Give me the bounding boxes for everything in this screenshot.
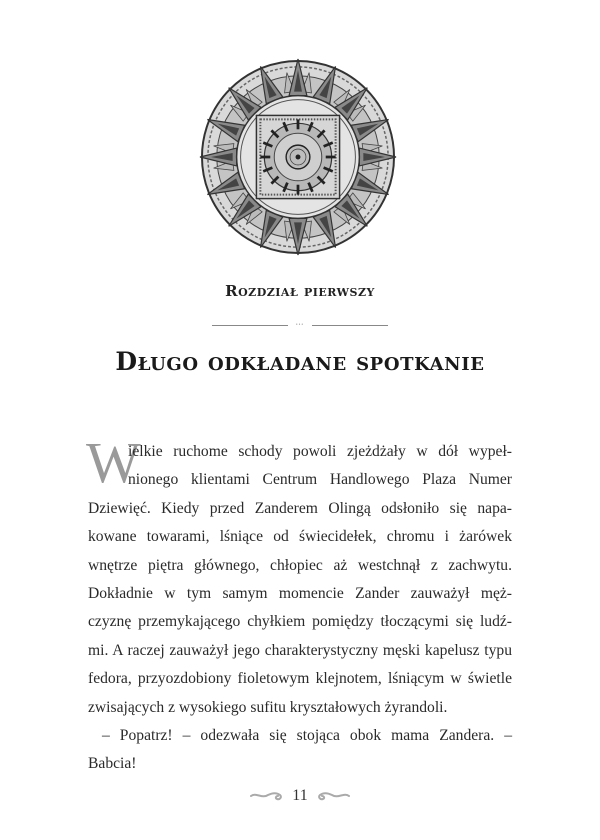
chapter-title: Długo odkładane spotkanie: [115, 347, 485, 376]
divider-dots-icon: •••: [295, 323, 305, 328]
page-folio: [0, 787, 600, 807]
divider-line-right: [312, 325, 388, 326]
text-line: Dziewięć. Kiedy przed Zanderem Olingą odsłoniło się napa-: [88, 499, 512, 517]
page-number: 11: [292, 787, 308, 805]
drop-cap: W: [86, 430, 141, 495]
text-line: nionego klientami Centrum Handlowego Plaza Numer: [128, 471, 512, 489]
text-line: zwisających z wysokiego sufitu kryształowych żyrandoli.: [88, 698, 448, 716]
text-line: – Popatrz! – odezwała się stojąca obok mama Zandera. –: [102, 727, 512, 745]
mandala-ornament-icon: [199, 58, 397, 256]
text-line: czyznę przemykającego chyłkiem pomiędzy tłoczącymi się ludź-: [88, 613, 512, 631]
text-line: fedora, przyozdobiony fioletowym klejnotem, lśniącym w świetle: [88, 670, 512, 688]
text-line: ielkie ruchome schody powoli zjeżdżały w dół wypeł-: [128, 443, 512, 460]
body-text: [88, 438, 512, 779]
chapter-label: Rozdział pierwszy: [225, 282, 375, 300]
flourish-right-icon: [316, 790, 350, 802]
text-line: Babcia!: [88, 755, 137, 773]
text-line: mi. A raczej zauważył jego charakterystyczny męski kapelusz typu: [88, 641, 512, 659]
text-line: Dokładnie w tym samym momencie Zander zauważył męż-: [88, 585, 512, 603]
ornamental-divider: [212, 323, 388, 329]
text-line: kowane towarami, lśniące od świecidełek, chromu i żarówek: [88, 528, 512, 546]
divider-line-left: [212, 325, 288, 326]
text-line: wnętrze piętra głównego, chłopiec aż westchnął z zachwytu.: [88, 556, 512, 574]
flourish-left-icon: [250, 790, 284, 802]
